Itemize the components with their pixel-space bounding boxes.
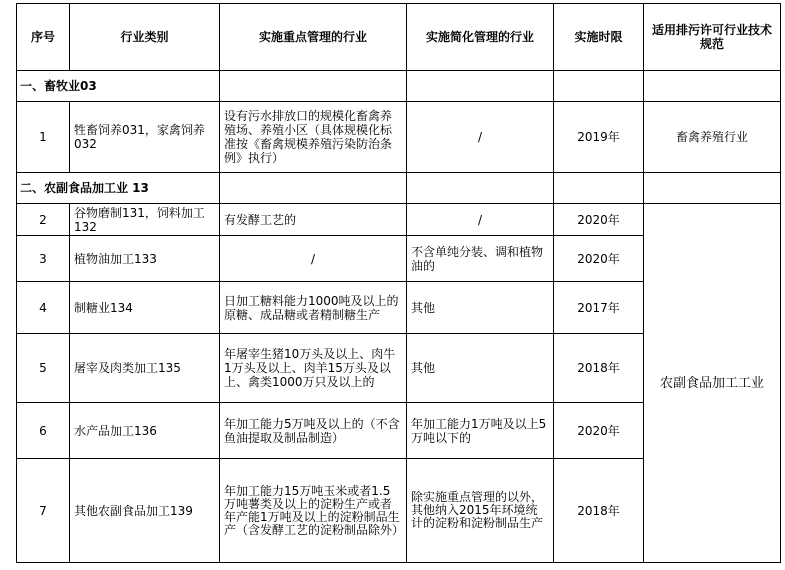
row-category: 其他农副食品加工139 [70,459,220,563]
row-category: 制糖业134 [70,282,220,334]
row-no: 2 [17,204,70,236]
row-simple: 其他 [407,334,554,403]
section-title: 一、畜牧业03 [17,71,220,102]
row-no: 5 [17,334,70,403]
table-row [17,204,781,236]
row-period: 2020年 [554,204,644,236]
row-key: 年屠宰生猪10万头及以上、肉牛1万头及以上、肉羊15万头及以上、禽类1000万只及以上的 [220,334,407,403]
row-category: 植物油加工133 [70,236,220,282]
row-simple: 其他 [407,282,554,334]
row-period: 2018年 [554,459,644,563]
row-key: 年加工能力15万吨玉米或者1.5万吨薯类及以上的淀粉生产或者年产能1万吨及以上的淀粉制品生产（含发酵工艺的淀粉制品除外） [220,459,407,563]
row-key: 日加工糖料能力1000吨及以上的原糖、成品糖或者精制糖生产 [220,282,407,334]
row-spec: 畜禽养殖行业 [644,102,781,173]
row-period: 2020年 [554,236,644,282]
row-category: 水产品加工136 [70,403,220,459]
row-period: 2020年 [554,403,644,459]
row-no: 7 [17,459,70,563]
row-period: 2017年 [554,282,644,334]
header-period: 实施时限 [554,4,644,71]
section-title-row [17,71,781,102]
permit-industry-table [16,3,781,563]
row-no: 4 [17,282,70,334]
row-simple: 年加工能力1万吨及以上5万吨以下的 [407,403,554,459]
row-key: / [220,236,407,282]
header-spec: 适用排污许可行业技术规范 [644,4,781,71]
row-spec: 农副食品加工工业 [644,204,781,563]
row-simple: 不含单纯分装、调和植物油的 [407,236,554,282]
header-simple-management: 实施简化管理的行业 [407,4,554,71]
row-period: 2018年 [554,334,644,403]
row-no: 6 [17,403,70,459]
row-key: 有发酵工艺的 [220,204,407,236]
section-title-row [17,173,781,204]
row-key: 设有污水排放口的规模化畜禽养殖场、养殖小区（具体规模化标准按《畜禽规模养殖污染防治条例》执行） [220,102,407,173]
row-simple: 除实施重点管理的以外，其他纳入2015年环境统计的淀粉和淀粉制品生产 [407,459,554,563]
header-key-management: 实施重点管理的行业 [220,4,407,71]
header-seq: 序号 [17,4,70,71]
header-category: 行业类别 [70,4,220,71]
table-row [17,102,781,173]
row-category: 屠宰及肉类加工135 [70,334,220,403]
row-category: 牲畜饲养031，家禽饲养032 [70,102,220,173]
row-category: 谷物磨制131，饲料加工132 [70,204,220,236]
row-simple: / [407,204,554,236]
header-row [17,4,781,71]
section-title: 二、农副食品加工业 13 [17,173,220,204]
row-simple: / [407,102,554,173]
row-key: 年加工能力5万吨及以上的（不含鱼油提取及制品制造） [220,403,407,459]
row-no: 3 [17,236,70,282]
row-period: 2019年 [554,102,644,173]
row-no: 1 [17,102,70,173]
